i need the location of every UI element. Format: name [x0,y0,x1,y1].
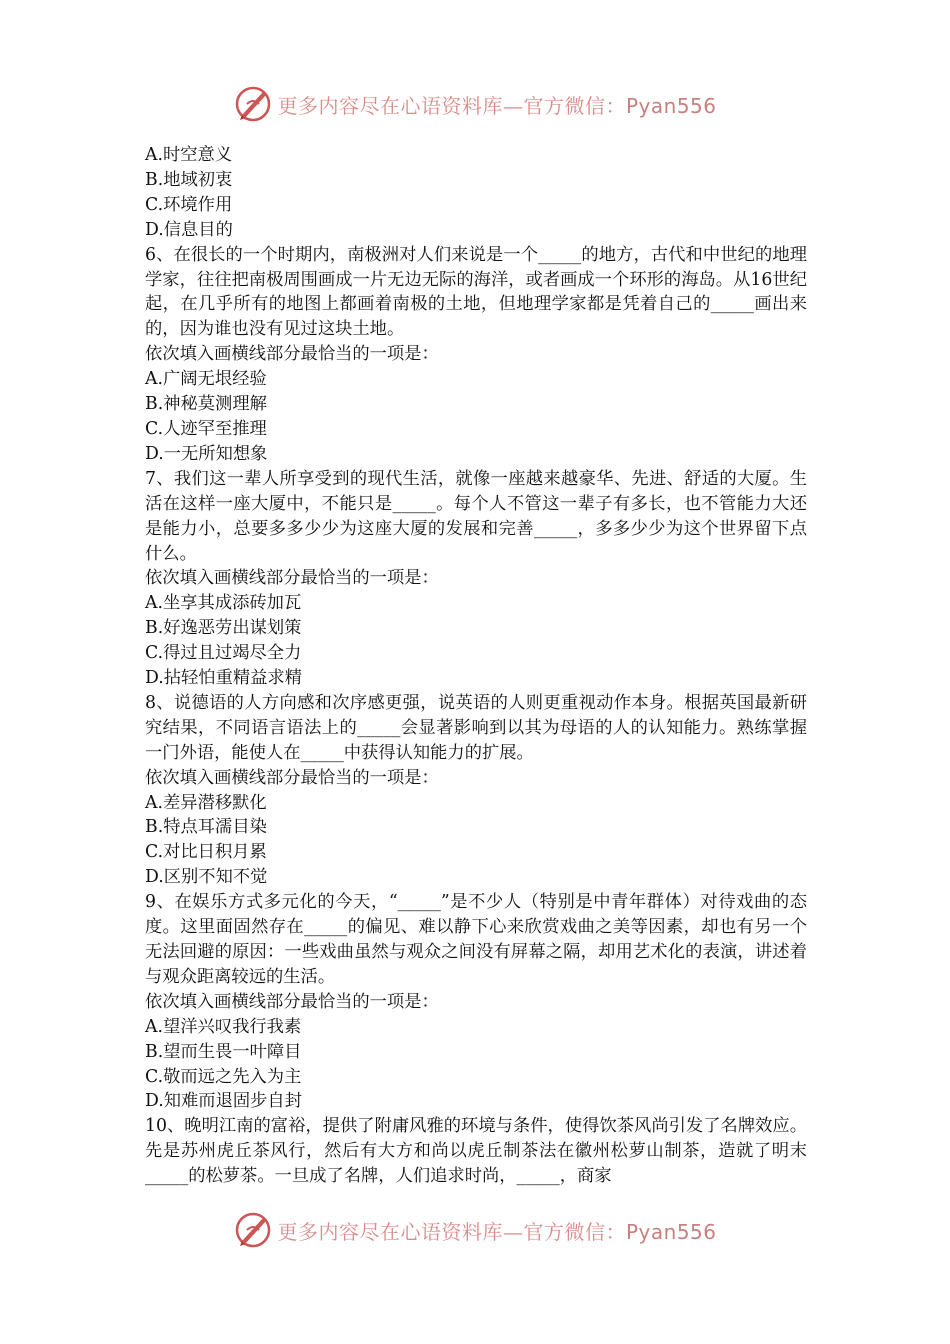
question-9-prompt: 依次填入画横线部分最恰当的一项是： [145,991,439,1012]
question-7-stem: 7、我们这一辈人所享受到的现代生活，就像一座越来越豪华、先进、舒适的大厦。生活在这样一座大厦中，不能只是_____。每个人不管这一辈子有多长，也不管能力大还是能力小，总要多多少少为这座大厦的发展和完善_____，多多少少为这个世界留下点什么。 [145,468,807,564]
header-banner-cn: 更多内容尽在心语资料库—官方微信： [277,93,626,118]
question-10-stem: 10、晚明江南的富裕，提供了附庸风雅的环境与条件，使得饮茶风尚引发了名牌效应。先是苏州虎丘茶风行，然后有大方和尚以虎丘制茶法在徽州松萝山制茶，造就了明末_____的松萝茶。一旦成了名牌，人们追求时尚，_____，商家 [145,1116,807,1187]
question-9-option-b: B.望而生畏一叶障目 [145,1041,302,1062]
footer-banner-text [277,1216,716,1245]
pen-seal-logo-icon [233,84,273,124]
question-6-option-d: D.一无所知想象 [145,443,268,464]
header-banner-wechat-id: Pyan556 [625,93,717,118]
question-9-option-c: C.敬而远之先入为主 [145,1066,302,1087]
question-6-stem: 6、在很长的一个时期内，南极洲对人们来说是一个_____的地方，古代和中世纪的地理学家，往往把南极周围画成一片无边无际的海洋，或者画成一个环形的海岛。从16世纪起，在几乎所有的地图上都画着南极的土地，但地理学家都是凭着自己的_____画出来的，因为谁也没有见过这块土地。 [145,244,807,340]
question-7-option-d: D.拈轻怕重精益求精 [145,668,302,689]
question-8-option-c: C.对比日积月累 [145,842,267,863]
lead-option-b: B.地域初衷 [145,169,233,190]
question-7-prompt: 依次填入画横线部分最恰当的一项是： [145,568,439,589]
header-banner [0,82,950,126]
question-6-option-b: B.神秘莫测理解 [145,394,267,415]
header-banner-text [277,90,716,119]
question-7-option-a: A.坐享其成添砖加瓦 [145,593,302,614]
question-8-option-d: D.区别不知不觉 [145,867,268,888]
lead-option-d: D.信息目的 [145,219,233,240]
question-8-option-b: B.特点耳濡目染 [145,817,267,838]
question-7-option-c: C.得过且过竭尽全力 [145,643,302,664]
question-6-prompt: 依次填入画横线部分最恰当的一项是： [145,344,439,365]
question-8-option-a: A.差异潜移默化 [145,792,267,813]
question-8-prompt: 依次填入画横线部分最恰当的一项是： [145,767,439,788]
pen-seal-logo-icon [233,1210,273,1250]
question-6-option-c: C.人迹罕至推理 [145,418,267,439]
question-6-option-a: A.广阔无垠经验 [145,369,267,390]
question-9-stem: 9、在娱乐方式多元化的今天，“_____”是不少人（特别是中青年群体）对待戏曲的态度。这里面固然存在_____的偏见、难以静下心来欣赏戏曲之美等因素，却也有另一个无法回避的原因：一些戏曲虽然与观众之间没有屏幕之隔，却用艺术化的表演，讲述着与观众距离较远的生活。 [145,892,807,987]
footer-banner-cn: 更多内容尽在心语资料库—官方微信： [277,1219,626,1244]
footer-banner [0,1208,950,1252]
lead-option-c: C.环境作用 [145,194,233,215]
question-7-option-b: B.好逸恶劳出谋划策 [145,618,302,639]
question-8-stem: 8、说德语的人方向感和次序感更强，说英语的人则更重视动作本身。根据英国最新研究结果，不同语言语法上的_____会显著影响到以其为母语的人的认知能力。熟练掌握一门外语，能使人在_____中获得认知能力的扩展。 [145,692,807,763]
document-body [145,143,807,1189]
lead-option-a: A.时空意义 [145,145,233,165]
question-9-option-a: A.望洋兴叹我行我素 [145,1016,302,1037]
question-9-option-d: D.知难而退固步自封 [145,1091,302,1112]
footer-banner-wechat-id: Pyan556 [625,1219,717,1244]
